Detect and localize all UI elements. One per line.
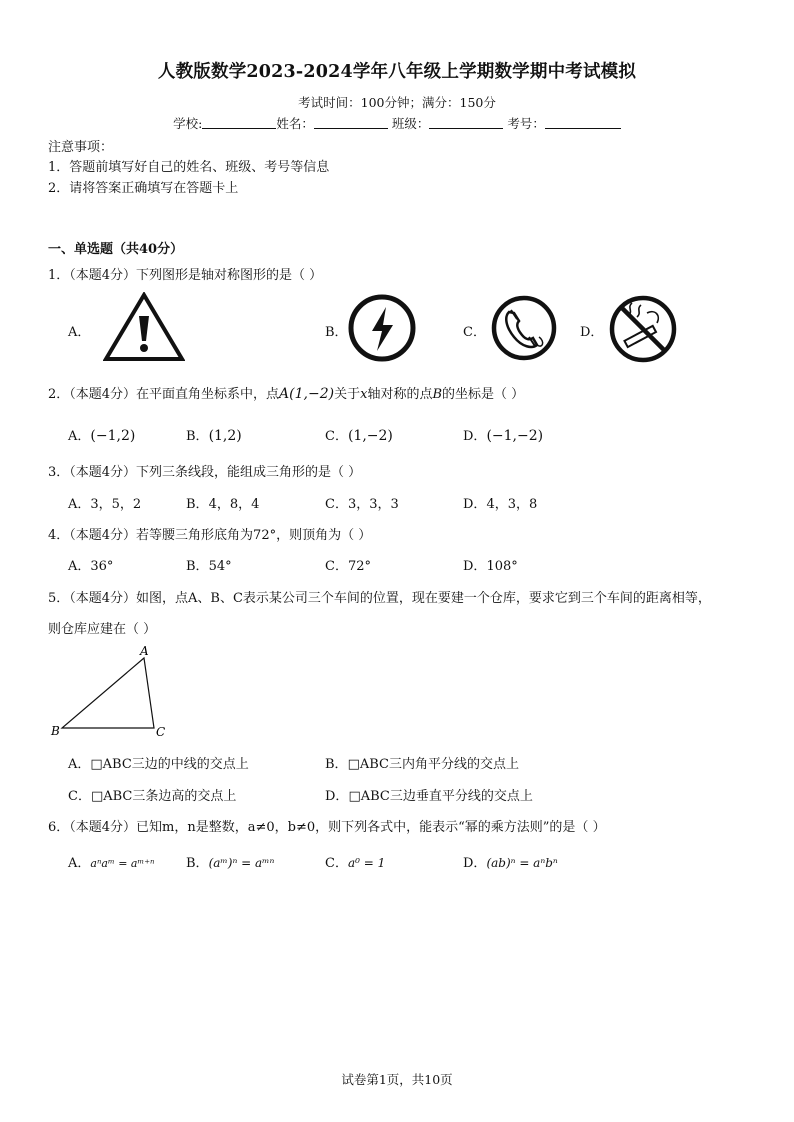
q2-stem-mid: 关于 [334, 387, 361, 402]
q2-point-b: B [432, 387, 443, 402]
q5-option-a-text: □ABC三边的中线的交点上 [90, 757, 249, 772]
q4-option-a-text: 36° [90, 559, 114, 574]
q2-option-c[interactable] [325, 425, 393, 444]
vertex-a-label: A [140, 644, 149, 658]
q6-stem: 6．（本题4分）已知m，n是整数，a≠0，b≠0，则下列各式中，能表示“幂的乘方法则”的是（ ） [48, 820, 606, 835]
q1-option-b-label: B． [325, 325, 348, 340]
q6-option-b-text: (aᵐ)ⁿ = aᵐⁿ [208, 856, 275, 870]
q2-option-c-label: C． [325, 429, 348, 444]
q4-option-b-text: 54° [208, 559, 232, 574]
student-info-row [0, 114, 794, 132]
number-blank[interactable] [545, 114, 621, 129]
q5-option-d-label: D． [325, 789, 349, 804]
notes-heading: 注意事项： [48, 140, 114, 155]
q3-option-d-text: 4，3，8 [486, 497, 538, 512]
q3-option-a-text: 3，5，2 [90, 497, 142, 512]
q5-option-c-text: □ABC三条边高的交点上 [90, 789, 237, 804]
school-blank[interactable] [202, 114, 276, 129]
q4-option-d[interactable] [463, 555, 518, 574]
q2-option-a-label: A． [68, 429, 91, 444]
page-footer: 试卷第1页，共10页 [341, 1072, 453, 1087]
q2-point-a: A(1,−2) [279, 386, 335, 402]
q4-option-a[interactable] [68, 555, 113, 574]
q4-option-c[interactable] [325, 555, 371, 574]
q2-option-d-label: D． [463, 429, 487, 444]
q4-option-c-text: 72° [347, 559, 371, 574]
name-label: 姓名： [276, 116, 314, 131]
q2-stem-pre: 2．（本题4分）在平面直角坐标系中，点 [48, 387, 280, 402]
q3-option-c[interactable] [325, 493, 399, 512]
q2-option-c-text: (1,−2) [347, 428, 393, 444]
q2-option-d-text: (−1,−2) [486, 428, 544, 444]
q5-option-a[interactable] [68, 753, 249, 772]
q4-option-b[interactable] [186, 555, 232, 574]
q3-option-b-text: 4，8，4 [208, 497, 260, 512]
q3-option-c-label: C． [325, 497, 348, 512]
q2-option-b-text: (1,2) [208, 428, 242, 444]
q6-option-b-label: B． [186, 856, 209, 871]
q2-stem-end: 的坐标是（ ） [442, 387, 525, 402]
q1-option-d-label: D． [580, 325, 604, 340]
q3-option-b[interactable] [186, 493, 259, 512]
q5-stem-line1: 5．（本题4分）如图，点A、B、C表示某公司三个车间的位置，现在要建一个仓库，要求它到三个车间的距离相等， [48, 591, 711, 606]
vertex-b-label: B [51, 724, 60, 738]
q4-option-d-label: D． [463, 559, 487, 574]
q2-option-a-text: (−1,2) [90, 428, 136, 444]
warning-triangle-icon [103, 292, 185, 362]
q3-option-c-text: 3，3，3 [347, 497, 399, 512]
q6-option-c-text: a⁰ = 1 [347, 856, 386, 870]
q6-option-a-label: A． [68, 856, 91, 871]
lightning-circle-icon [346, 293, 418, 363]
q5-option-b-label: B． [325, 757, 348, 772]
note-item-1: 1．答题前填写好自己的姓名、班级、考号等信息 [48, 160, 330, 175]
q6-option-c[interactable] [325, 852, 385, 871]
exam-subtitle: 考试时间：100分钟；满分：150分 [298, 95, 496, 110]
q3-option-b-label: B． [186, 497, 209, 512]
number-label: 考号： [507, 116, 545, 131]
vertex-c-label: C [156, 725, 166, 739]
q6-option-d[interactable] [463, 852, 558, 871]
q2-option-b[interactable] [186, 425, 242, 444]
q5-option-d[interactable] [325, 785, 533, 804]
q4-option-a-label: A． [68, 559, 91, 574]
q5-option-a-label: A． [68, 757, 91, 772]
q5-option-b-text: □ABC三内角平分线的交点上 [347, 757, 519, 772]
section-title: 一、单选题（共40分） [48, 242, 184, 257]
q4-option-b-label: B． [186, 559, 209, 574]
q1-option-c-label: C． [463, 325, 486, 340]
q3-option-a[interactable] [68, 493, 141, 512]
q2-stem-post: 轴对称的点 [367, 387, 433, 402]
note-item-2: 2．请将答案正确填写在答题卡上 [48, 181, 239, 196]
q6-option-d-label: D． [463, 856, 487, 871]
q5-option-c-label: C． [68, 789, 91, 804]
q1-stem: 1．（本题4分）下列图形是轴对称图形的是（ ） [48, 268, 323, 283]
q3-option-d-label: D． [463, 497, 487, 512]
name-blank[interactable] [314, 114, 388, 129]
q2-option-a[interactable] [68, 425, 135, 444]
class-label: 班级： [391, 116, 430, 131]
triangle-abc-figure [48, 642, 178, 742]
q2-stem [48, 383, 524, 402]
no-smoking-icon [607, 293, 679, 365]
q4-option-d-text: 108° [486, 559, 518, 574]
q5-option-b[interactable] [325, 753, 519, 772]
q6-option-b[interactable] [186, 852, 274, 871]
q6-option-a-text: aⁿaᵐ = aᵐ⁺ⁿ [90, 857, 155, 870]
q5-option-c[interactable] [68, 785, 236, 804]
q3-option-a-label: A． [68, 497, 91, 512]
q1-option-a-label: A． [68, 325, 91, 340]
q6-option-d-text: (ab)ⁿ = aⁿbⁿ [486, 856, 558, 870]
q3-option-d[interactable] [463, 493, 537, 512]
q2-option-b-label: B． [186, 429, 209, 444]
q5-option-d-text: □ABC三边垂直平分线的交点上 [348, 789, 533, 804]
class-blank[interactable] [429, 114, 503, 129]
q3-stem: 3．（本题4分）下列三条线段，能组成三角形的是（ ） [48, 465, 362, 480]
q4-stem: 4．（本题4分）若等腰三角形底角为72°，则顶角为（ ） [48, 528, 372, 543]
q5-stem-line2: 则仓库应建在（ ） [48, 622, 157, 637]
exam-title: 人教版数学2023-2024学年八年级上学期数学期中考试模拟 [157, 62, 637, 82]
phone-circle-icon [489, 293, 559, 363]
q6-option-c-label: C． [325, 856, 348, 871]
school-label: 学校: [173, 116, 203, 131]
q6-option-a[interactable] [68, 852, 155, 871]
q2-option-d[interactable] [463, 425, 543, 444]
q2-axis: x [360, 387, 368, 402]
q4-option-c-label: C． [325, 559, 348, 574]
